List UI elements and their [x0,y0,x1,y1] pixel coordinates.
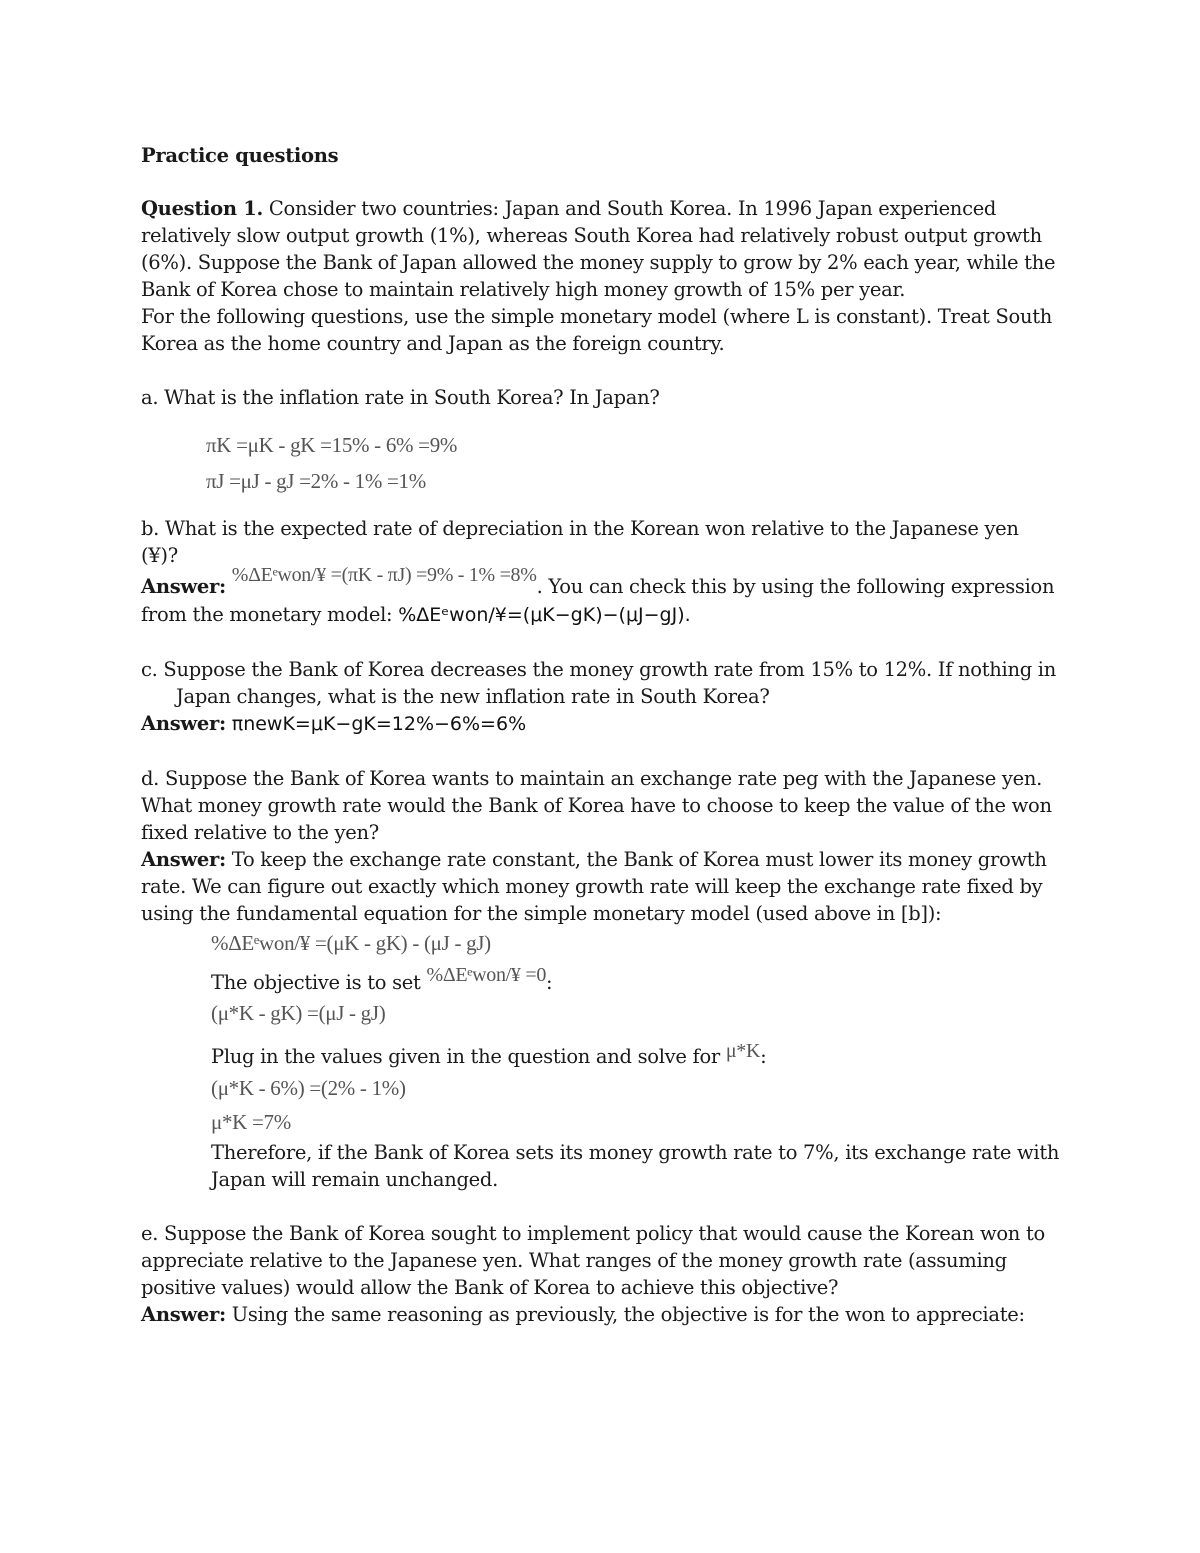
part-b-answer [141,564,1061,629]
objective-text: The objective is to set [211,971,421,994]
part-c-answer [141,710,1061,738]
part-c-question: c. Suppose the Bank of Korea decreases the money growth rate from 15% to 12%. If nothing in Japan changes, what is the new inflation rate in South Korea? [141,658,1056,708]
part-d-answer-label: Answer: [141,848,226,871]
part-d-conclusion: Therefore, if the Bank of Korea sets its money growth rate to 7%, its exchange rate with Japan will remain unchanged. [211,1141,1060,1191]
part-d-answer [141,846,1061,927]
part-b-answer-text: . You can check this by using the following expression from the monetary model: [141,575,1055,626]
part-b-answer-label: Answer: [141,575,226,598]
page-title: Practice questions [141,144,339,167]
solution-equation: μ*K =7% [211,1110,291,1134]
part-e-answer [141,1301,1061,1328]
question-1-intro [141,195,1061,303]
plug-text: Plug in the values given in the question and solve for [211,1045,720,1068]
fundamental-equation: %ΔEᵉwon/¥ =(μK - gK) - (μJ - gJ) [211,931,491,955]
part-e-answer-label: Answer: [141,1303,226,1326]
new-inflation-expression: πnewK=μK−gK=12%−6%=6% [231,713,527,735]
part-a-question: a. What is the inflation rate in South Korea? In Japan? [141,386,660,409]
part-d-derivation [211,927,1061,1193]
document-body [141,142,1061,1328]
substituted-equation: (μ*K - 6%) =(2% - 1%) [211,1076,406,1100]
plug-symbol: μ*K [725,1040,761,1062]
part-d-question: d. Suppose the Bank of Korea wants to maintain an exchange rate peg with the Japanese yen. What money growth rate would the Bank of Korea have to choose to keep the value of the won fixed relative to the yen? [141,767,1052,844]
part-e-answer-text: Using the same reasoning as previously, the objective is for the won to appreciate: [231,1303,1025,1326]
question-1-label: Question 1. [141,197,263,220]
part-c-answer-label: Answer: [141,712,226,735]
inflation-korea-equation: πK =μK - gK =15% - 6% =9% [206,433,458,457]
part-e-question: e. Suppose the Bank of Korea sought to implement policy that would cause the Korean won to appreciate relative to the Japanese yen. What ranges of the money growth rate (assuming positive values) would allow the Bank of Korea to achieve this objective? [141,1222,1045,1299]
part-a-equations [206,427,1061,499]
question-1-instructions: For the following questions, use the simple monetary model (where L is constant). Treat South Korea as the home country and Japan as the foreign country. [141,305,1053,355]
peg-equation: (μ*K - gK) =(μJ - gJ) [211,1001,386,1025]
part-b-question: b. What is the expected rate of depreciation in the Korean won relative to the Japanese yen (¥)? [141,517,1019,567]
inflation-japan-equation: πJ =μJ - gJ =2% - 1% =1% [206,469,426,493]
depreciation-equation: %ΔEᵉwon/¥ =(πK - πJ) =9% - 1% =8% [231,564,537,586]
objective-equation: %ΔEᵉwon/¥ =0 [426,964,547,986]
question-1-text: Consider two countries: Japan and South Korea. In 1996 Japan experienced relatively slow output growth (1%), whereas South Korea had relatively robust output growth (6%). Suppose the Bank of Japan allowed the money supply to grow by 2% each year, while the Bank of Korea chose to maintain relatively high money growth of 15% per year. [141,197,1056,301]
part-d-answer-text: To keep the exchange rate constant, the Bank of Korea must lower its money growth rate. We can figure out exactly which money growth rate will keep the exchange rate fixed by using the fundamental equation for the simple monetary model (used above in [b]): [141,848,1047,925]
objective-line: The objective is to set %ΔEᵉwon/¥ =0: [211,964,553,994]
plug-line: Plug in the values given in the question and solve for μ*K: [211,1040,767,1068]
monetary-model-expression: %ΔEᵉwon/¥=(μK−gK)−(μJ−gJ). [398,604,691,626]
